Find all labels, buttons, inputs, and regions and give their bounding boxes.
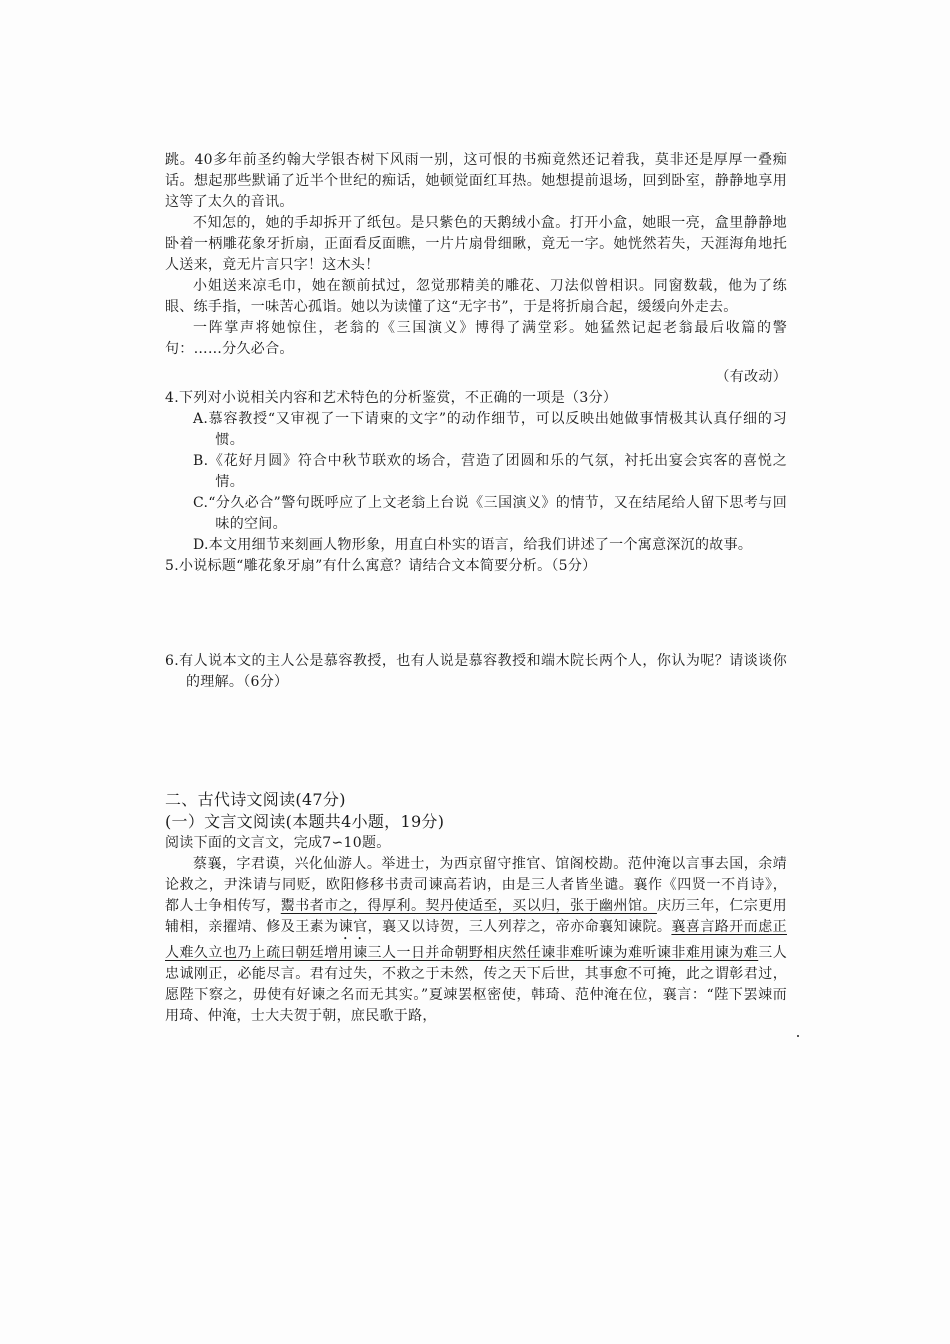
passage-text-d: 三人忠诚刚正，必能尽言。君有过失，不救之于未然，传之天下后世，其事愈不可掩，此之谓彰君过，愿陛下察之，毋使有好谏之名而无其实。”夏竦罢枢密使，韩琦、范仲淹在位，襄言：“陛下罢竦而用琦、仲淹，士大夫贺于朝，庶民歌于路， [165, 945, 787, 1024]
question-4-option-c: C.“分久必合”警句既呼应了上文老翁上台说《三国演义》的情节，又在结尾给人留下思考与回味的空间。 [193, 495, 787, 532]
story-paragraph-3: 小姐送来凉毛巾，她在额前拭过，忽觉那精美的雕花、刀法似曾相识。同窗数载，他为了练眼、练手指，一味苦心孤诣。她以为读懂了这“无字书”，于是将折扇合起，缓缓向外走去。 [165, 278, 787, 315]
question-4-option-a: A.慕容教授“又审视了一下请柬的文字”的动作细节，可以反映出她做事情极其认真仔细的习惯。 [193, 411, 787, 448]
source-note: （有改动） [715, 369, 787, 385]
story-paragraph-1: 跳。40多年前圣约翰大学银杏树下风雨一别，这可恨的书痴竟然还记着我，莫非还是厚厚一叠痴话。想起那些默诵了近半个世纪的痴话，她顿觉面红耳热。她想提前退场，回到卧室，静静地享用这等了太久的音讯。 [165, 152, 787, 210]
question-4-option-d: D.本文用细节来刻画人物形象，用直白朴实的语言，给我们讲述了一个寓意深沉的故事。 [193, 537, 753, 553]
passage-text-a: 蔡襄，字君谟，兴化仙游人。举进士，为西京留守推官、馆阁校勘。范仲淹以言事去国，余靖论救之，尹洙请与同贬，欧阳修移书责司谏高若讷，由是三人者皆坐谴。襄作《四贤一不肖诗》，都人士争相传写， [165, 856, 787, 914]
passage-text-b: 庆历三年，仁宗更用辅相，亲擢靖、修及王素为 [165, 898, 787, 935]
answer-space-5 [165, 577, 787, 651]
underlined-sentence-1: 鬻书者市之，得厚利。契丹使适至，买以归，张于幽州馆。 [280, 898, 657, 914]
question-6: 6.有人说本文的主人公是慕容教授，也有人说是慕容教授和端木院长两个人，你认为呢？请谈谈你的理解。（6分） [165, 653, 787, 690]
section-2-instruction: 阅读下面的文言文，完成7∽10题。 [165, 835, 391, 851]
section-2-title: 二、古代诗文阅读(47分) [165, 790, 346, 809]
story-paragraph-2: 不知怎的，她的手却拆开了纸包。是只紫色的天鹅绒小盒。打开小盒，她眼一亮，盒里静静地卧着一柄雕花象牙折扇，正面看反面瞧，一片片扇骨细瞅，竟无一字。她恍然若失，天涯海角地托人送来，竟无片言只字！这木头！ [165, 215, 787, 273]
question-5: 5.小说标题“雕花象牙扇”有什么寓意？请结合文本简要分析。（5分） [165, 558, 597, 574]
question-4-option-b: B.《花好月圆》符合中秋节联欢的场合，营造了团圆和乐的气氛，衬托出宴会宾客的喜悦之情。 [193, 453, 787, 490]
passage-text-c: ，襄又以诗贺，三人列荐之，帝亦命襄知谏院。 [367, 919, 672, 935]
page-content [165, 150, 787, 1027]
underlined-sentence-2: 襄喜言路开而虑正人难久立也乃上疏曰朝廷增用谏三人一日并命朝野相庆然任谏非难听谏为难听谏非难用谏为难 [165, 919, 787, 961]
question-4-stem: 4.下列对小说相关内容和艺术特色的分析鉴赏，不正确的一项是（3分） [165, 390, 618, 406]
scan-speck [797, 1035, 799, 1037]
section-2-subtitle: (一）文言文阅读(本题共4小题，19分) [165, 812, 445, 831]
classical-passage [165, 854, 787, 1027]
dotted-term: 谏官 [338, 919, 368, 935]
answer-space-6 [165, 693, 787, 771]
story-paragraph-4: 一阵掌声将她惊住，老翁的《三国演义》博得了满堂彩。她猛然记起老翁最后收篇的警句：……分久必合。 [165, 320, 787, 357]
